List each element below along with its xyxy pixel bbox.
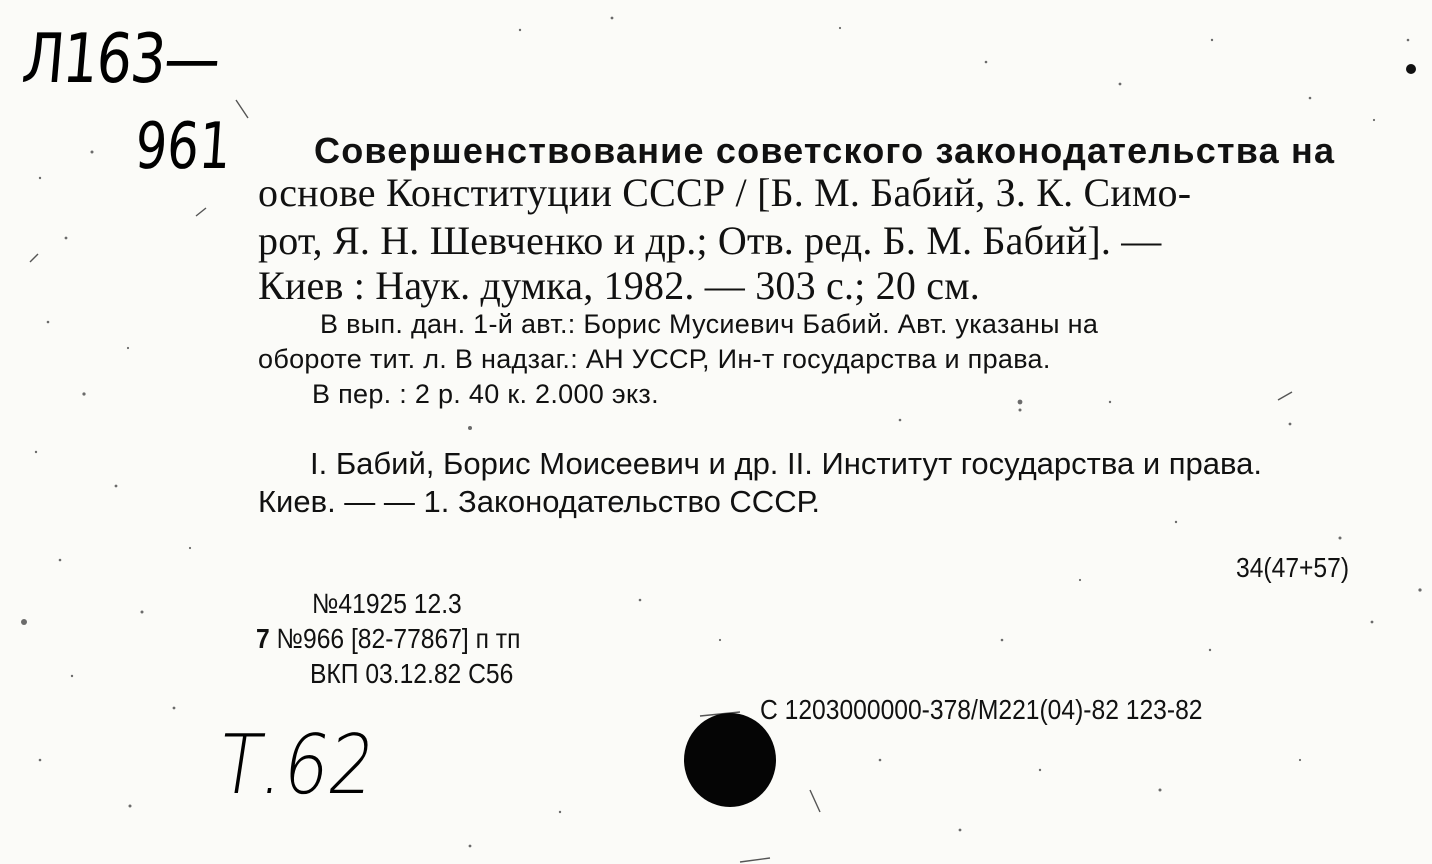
note-line-2: обороте тит. л. В надзаг.: АН УССР, Ин-т государства и права. (258, 344, 1051, 374)
classification-index: 34(47+57) (1236, 552, 1350, 583)
shelf-mark-top: Л163— (19, 20, 222, 99)
title-line-2: основе Конституции СССР / [Б. М. Бабий, З. К. Симо- (258, 170, 1192, 215)
accession-line: №41925 12.3 (312, 588, 462, 619)
title-line-1: Совершенствование советского законодательства на (314, 130, 1336, 171)
tracing-line-2: Киев. — — 1. Законодательство СССР. (258, 484, 821, 519)
vkp-line: ВКП 03.12.82 С56 (310, 658, 514, 689)
tracing-line-1: I. Бабий, Борис Моисеевич и др. II. Институт государства и права. (310, 446, 1263, 481)
registration-number: №966 [82-77867] п тп (276, 623, 521, 654)
shelf-mark-bottom: Т.62 (211, 718, 382, 813)
price-line: В пер. : 2 р. 40 к. 2.000 экз. (312, 379, 659, 409)
imprint-line: Киев : Наук. думка, 1982. — 303 с.; 20 см. (258, 263, 980, 308)
shelf-mark-number: 961 (132, 110, 234, 184)
registration-prefix: 7 (256, 623, 270, 654)
registration-line (256, 623, 520, 655)
punch-hole (684, 713, 776, 807)
title-line-3: рот, Я. Н. Шевченко и др.; Отв. ред. Б. М. Бабий]. — (258, 218, 1162, 263)
ink-dot (1406, 64, 1416, 74)
catalog-code: С 1203000000-378/М221(04)-82 123-82 (760, 694, 1203, 725)
note-line-1: В вып. дан. 1-й авт.: Борис Мусиевич Бабий. Авт. указаны на (320, 309, 1099, 339)
